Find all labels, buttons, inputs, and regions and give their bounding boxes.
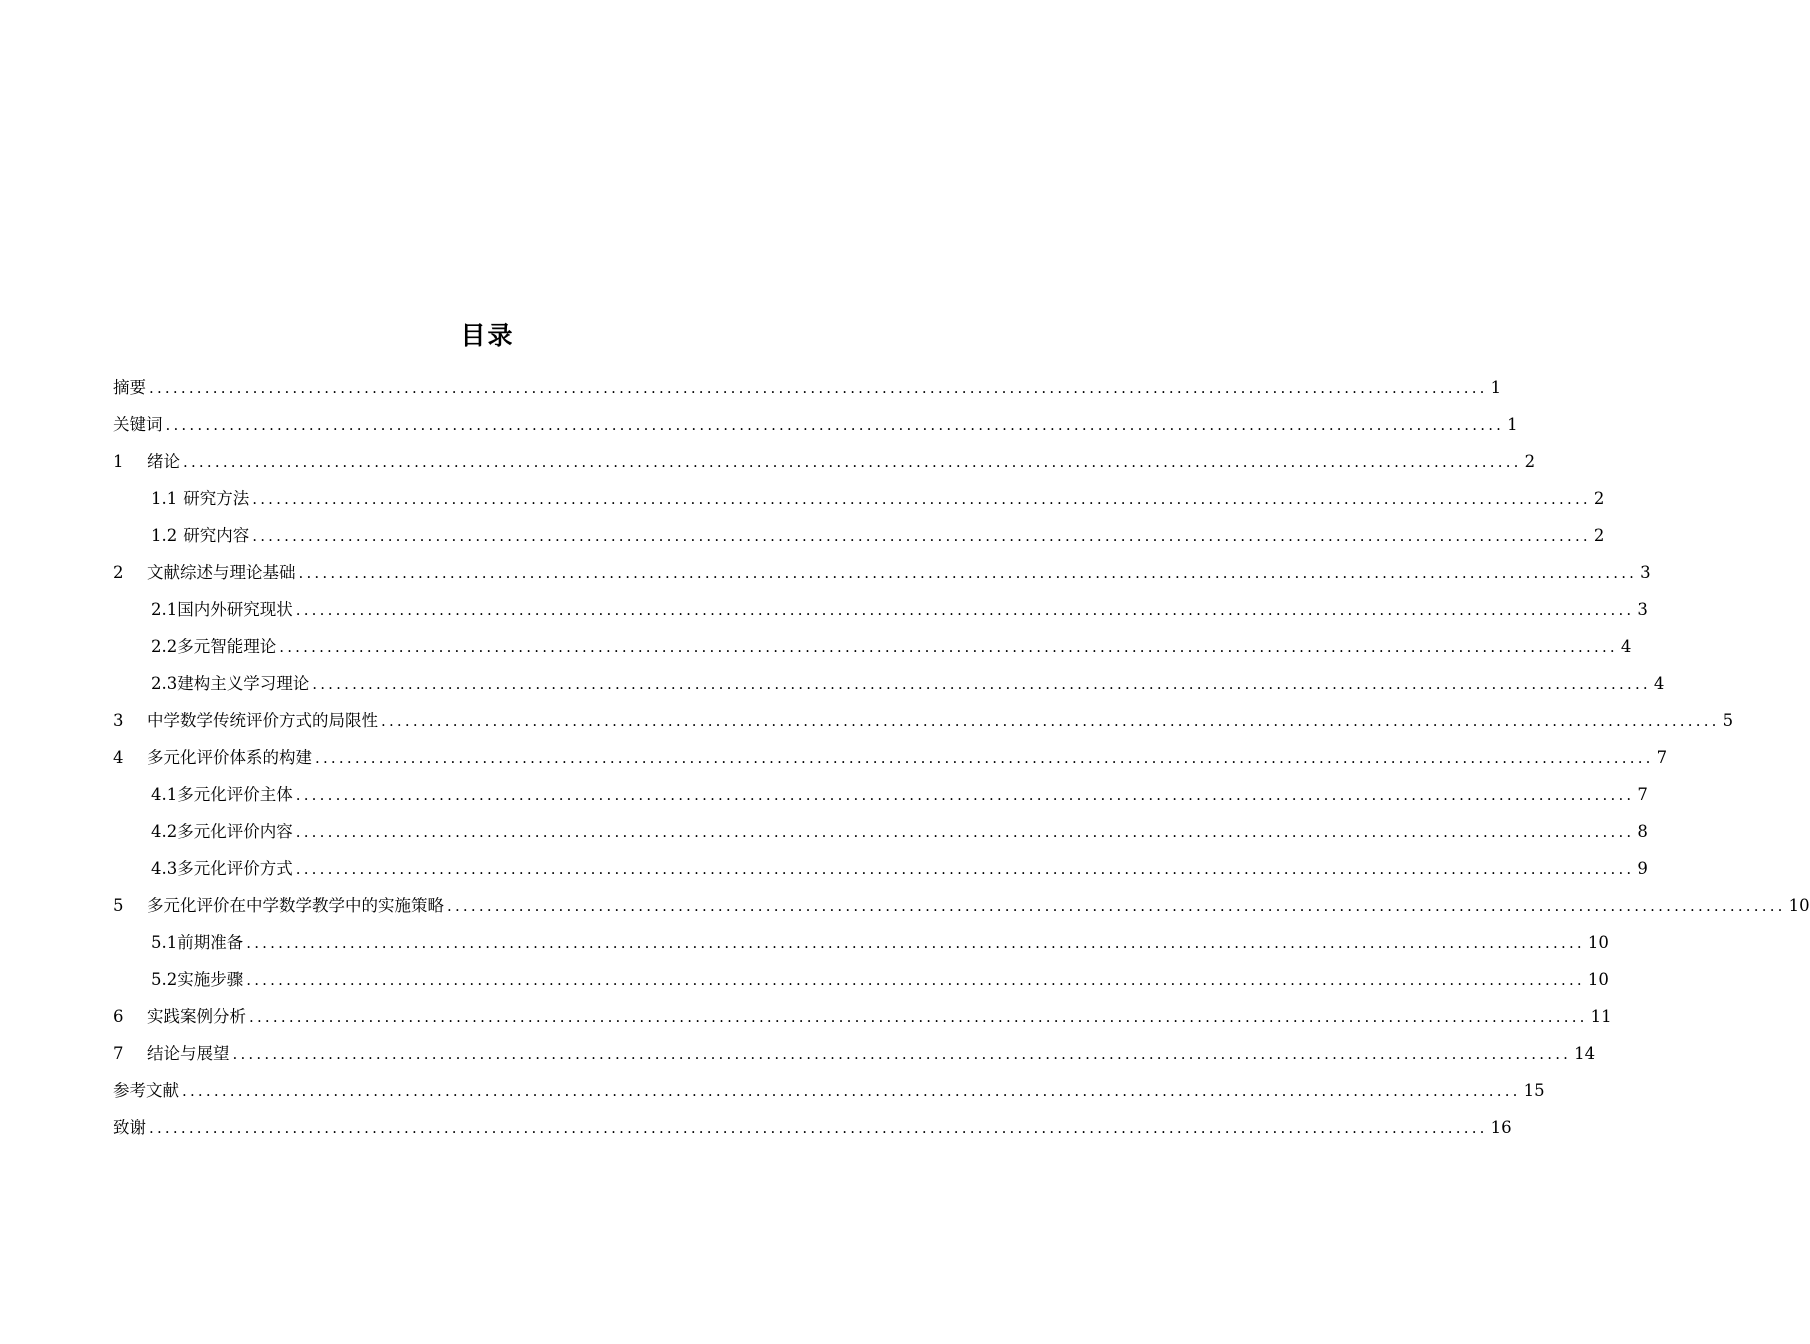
toc-entry-text: 多元化评价体系的构建 — [147, 748, 312, 767]
toc-title: 目录 — [460, 321, 515, 350]
toc-entry-chapter-6[interactable] — [113, 1000, 1612, 1037]
toc-entry-text: 摘要 — [113, 378, 146, 397]
toc-entry-chapter-1[interactable] — [113, 445, 1536, 482]
toc-entry-number: 7 — [113, 1044, 124, 1063]
toc-leader-dots: ........................................................................................................................................................................ — [149, 379, 1488, 397]
toc-page-number: 4 — [1620, 637, 1632, 656]
toc-leader-dots: ........................................................................................................................................................................ — [279, 638, 1618, 656]
toc-entry-chapter-3[interactable] — [113, 704, 1734, 741]
toc-entry-number: 4 — [113, 748, 124, 767]
toc-entry-section-4-1[interactable] — [113, 778, 1648, 815]
toc-entry-text: 文献综述与理论基础 — [147, 563, 296, 582]
toc-leader-dots: ........................................................................................................................................................................ — [298, 564, 1638, 582]
toc-entry-abstract[interactable] — [113, 371, 1502, 408]
toc-entry-number: 1.2 — [151, 526, 178, 545]
toc-page-number: 1 — [1490, 378, 1502, 397]
toc-entry-section-1-1[interactable] — [113, 482, 1605, 519]
toc-entry-section-2-3[interactable] — [113, 667, 1665, 704]
toc-page-number: 3 — [1640, 563, 1651, 582]
toc-page-number: 4 — [1653, 674, 1665, 693]
toc-entry-text: 多元化评价在中学数学教学中的实施策略 — [147, 896, 444, 915]
toc-page-number: 10 — [1587, 933, 1609, 952]
toc-page-number: 2 — [1593, 489, 1605, 508]
toc-leader-dots: ........................................................................................................................................................................ — [295, 860, 1635, 878]
toc-leader-dots: ........................................................................................................................................................................ — [295, 823, 1635, 841]
toc-entry-number: 2.1 — [151, 600, 178, 619]
toc-entry-section-4-3[interactable] — [113, 852, 1648, 889]
toc-page-number: 3 — [1637, 600, 1648, 619]
toc-leader-dots: ........................................................................................................................................................................ — [312, 675, 1651, 693]
toc-leader-dots: ........................................................................................................................................................................ — [295, 786, 1635, 804]
toc-entry-section-2-2[interactable] — [113, 630, 1632, 667]
toc-entry-text: 实践案例分析 — [147, 1007, 246, 1026]
toc-leader-dots: ........................................................................................................................................................................ — [249, 1008, 1588, 1026]
toc-leader-dots: ........................................................................................................................................................................ — [295, 601, 1635, 619]
toc-leader-dots: ........................................................................................................................................................................ — [232, 1045, 1572, 1063]
toc-entry-chapter-7[interactable] — [113, 1037, 1596, 1074]
toc-leader-dots: ........................................................................................................................................................................ — [381, 712, 1720, 730]
toc-leader-dots: ........................................................................................................................................................................ — [149, 1119, 1488, 1137]
toc-entry-number: 1.1 — [151, 489, 178, 508]
toc-entry-section-5-2[interactable] — [113, 963, 1609, 1000]
toc-entry-text: 多元化评价主体 — [177, 785, 293, 804]
toc-entry-section-5-1[interactable] — [113, 926, 1609, 963]
toc-entry-text: 多元智能理论 — [177, 637, 277, 656]
toc-entry-keywords[interactable] — [113, 408, 1518, 445]
toc-entry-number: 5 — [113, 896, 124, 915]
toc-entry-text: 中学数学传统评价方式的局限性 — [147, 711, 378, 730]
toc-leader-dots: ........................................................................................................................................................................ — [315, 749, 1654, 767]
toc-entry-number: 6 — [113, 1007, 124, 1026]
toc-entry-text: 建构主义学习理论 — [177, 674, 310, 693]
toc-entry-number: 1 — [113, 452, 124, 471]
toc-entry-number: 2.2 — [151, 637, 178, 656]
toc-entry-chapter-2[interactable] — [113, 556, 1651, 593]
toc-leader-dots: ........................................................................................................................................................................ — [447, 897, 1786, 915]
toc-entry-text: 研究内容 — [183, 526, 250, 545]
toc-entry-section-1-2[interactable] — [113, 519, 1605, 556]
toc-entry-number: 4.1 — [151, 785, 178, 804]
toc-leader-dots: ........................................................................................................................................................................ — [246, 934, 1585, 952]
toc-entry-number: 5.2 — [151, 970, 178, 989]
toc-page-number: 1 — [1507, 415, 1518, 434]
toc-entry-text: 结论与展望 — [147, 1044, 230, 1063]
toc-page-number: 8 — [1637, 822, 1648, 841]
toc-page-number: 7 — [1656, 748, 1668, 767]
toc-leader-dots: ........................................................................................................................................................................ — [182, 1082, 1521, 1100]
toc-entry-section-4-2[interactable] — [113, 815, 1648, 852]
toc-entry-text: 实施步骤 — [177, 970, 244, 989]
toc-entry-chapter-5[interactable] — [113, 889, 1810, 926]
toc-page-number: 11 — [1590, 1007, 1612, 1026]
toc-entry-number: 2.3 — [151, 674, 178, 693]
toc-page-number: 10 — [1788, 896, 1810, 915]
toc-leader-dots: ........................................................................................................................................................................ — [246, 971, 1585, 989]
toc-entry-references[interactable] — [113, 1074, 1545, 1111]
toc-leader-dots: ........................................................................................................................................................................ — [252, 490, 1591, 508]
toc-page-number: 9 — [1637, 859, 1648, 878]
toc-entry-number: 2 — [113, 563, 124, 582]
toc-leader-dots: ........................................................................................................................................................................ — [183, 453, 1522, 471]
toc-page-number: 10 — [1587, 970, 1609, 989]
toc-entry-text: 国内外研究现状 — [177, 600, 293, 619]
toc-entry-text: 参考文献 — [113, 1081, 179, 1100]
toc-entry-chapter-4[interactable] — [113, 741, 1668, 778]
toc-page-number: 7 — [1637, 785, 1648, 804]
toc-page-number: 15 — [1523, 1081, 1545, 1100]
toc-entry-number: 5.1 — [151, 933, 178, 952]
toc-page-number: 16 — [1490, 1118, 1512, 1137]
toc-entry-text: 关键词 — [113, 415, 163, 434]
toc-leader-dots: ........................................................................................................................................................................ — [252, 527, 1591, 545]
toc-entry-number: 4.3 — [151, 859, 178, 878]
toc-page-number: 5 — [1722, 711, 1734, 730]
toc-entry-text: 研究方法 — [183, 489, 250, 508]
toc-entry-section-2-1[interactable] — [113, 593, 1648, 630]
toc-page-number: 2 — [1593, 526, 1605, 545]
toc-entry-text: 绪论 — [147, 452, 180, 471]
toc-entry-text: 多元化评价方式 — [177, 859, 293, 878]
toc-entry-text: 前期准备 — [177, 933, 244, 952]
toc-page-number: 14 — [1574, 1044, 1596, 1063]
toc-entry-number: 3 — [113, 711, 124, 730]
toc-page-number: 2 — [1524, 452, 1536, 471]
toc-leader-dots: ........................................................................................................................................................................ — [165, 416, 1505, 434]
toc-entry-acknowledgements[interactable] — [113, 1111, 1512, 1148]
toc-entry-text: 多元化评价内容 — [177, 822, 293, 841]
toc-entry-number: 4.2 — [151, 822, 178, 841]
toc-entry-text: 致谢 — [113, 1118, 146, 1137]
toc-list — [113, 371, 1810, 1148]
